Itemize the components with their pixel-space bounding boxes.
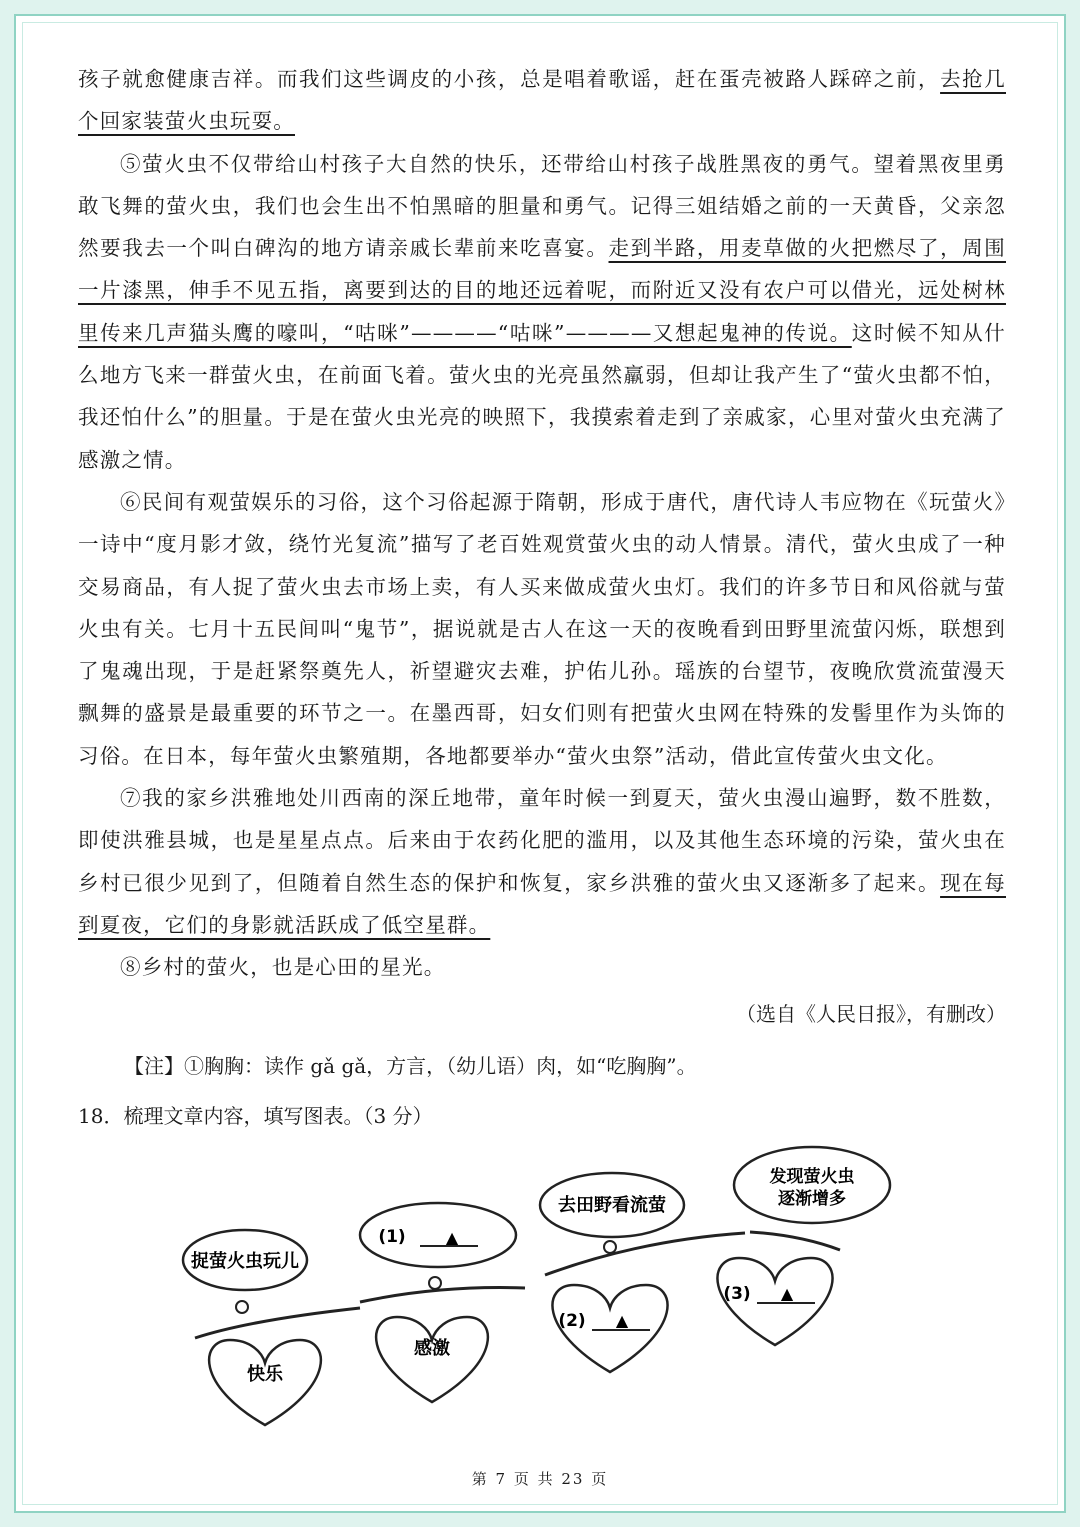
thought-cloud-4 <box>734 1147 890 1223</box>
heart-3 <box>552 1285 667 1372</box>
heart-1 <box>209 1340 321 1425</box>
paragraph-8: ⑧乡村的萤火，也是心田的星光。 <box>120 955 446 980</box>
cloud-3-label: 去田野看流萤 <box>558 1195 666 1216</box>
path-curve-1 <box>195 1308 360 1338</box>
underlined-sentence: 去抢几个回家装萤火虫玩耍。 <box>78 67 1006 134</box>
paragraph-text: 孩子就愈健康吉祥。而我们这些调皮的小孩，总是唱着歌谣，赶在蛋壳被路人踩碎之前， <box>78 67 941 91</box>
firefly-icon <box>236 1301 248 1313</box>
heart-2 <box>376 1317 488 1402</box>
thought-cloud-2 <box>360 1203 516 1267</box>
question-18: 18．梳理文章内容，填写图表。（3 分） <box>78 1103 433 1128</box>
cloud-2-number: (1) <box>378 1227 406 1247</box>
path-curve-3 <box>545 1233 745 1275</box>
article-content <box>78 58 1006 1137</box>
heart-2-label: 感激 <box>414 1338 450 1359</box>
paragraph-5 <box>78 143 1006 481</box>
heart-3-number: (2) <box>558 1311 586 1331</box>
path-curve-2 <box>360 1288 525 1302</box>
heart-4 <box>717 1258 832 1345</box>
cloud-4-label-line-2: 逐渐增多 <box>778 1189 846 1209</box>
heart-4-blank-mark: ▲ <box>780 1284 794 1303</box>
firefly-icon <box>604 1241 616 1253</box>
path-curve-4 <box>750 1232 840 1250</box>
flow-diagram <box>180 1140 900 1440</box>
annotation-note: 【注】①胸胸：读作 gǎ gǎ，方言，（幼儿语）肉，如“吃胸胸”。 <box>124 1053 697 1078</box>
paragraph-text: ⑦我的家乡洪雅地处川西南的深丘地带，童年时候一到夏天，萤火虫漫山遍野，数不胜数，即使洪雅县城，也是星星点点。后来由于农药化肥的滥用，以及其他生态环境的污染，萤火虫在乡村已很少见到了，但随着自然生态的保护和恢复，家乡洪雅的萤火虫又逐渐多了起来。 <box>78 786 1006 895</box>
page-footer: 第 7 页 共 23 页 <box>471 1470 609 1488</box>
thought-cloud-3 <box>540 1173 684 1237</box>
paragraph-4-continued <box>78 58 1006 143</box>
cloud-4-label-line-1: 发现萤火虫 <box>769 1167 855 1187</box>
cloud-2-blank-mark: ▲ <box>445 1228 459 1247</box>
heart-3-blank-mark: ▲ <box>615 1311 629 1330</box>
source-citation: （选自《人民日报》，有删改） <box>736 1001 1006 1026</box>
paragraph-7 <box>78 777 1006 946</box>
heart-1-label: 快乐 <box>247 1364 283 1385</box>
underlined-sentence: 走到半路，用麦草做的火把燃尽了，周围一片漆黑，伸手不见五指，离要到达的目的地还远着呢，而附近又没有农户可以借光，远处树林里传来几声猫头鹰的嚎叫，“咕咪”————“咕咪”————又想起鬼神的传说。 <box>78 236 1006 345</box>
paragraph-6: ⑥民间有观萤娱乐的习俗，这个习俗起源于隋朝，形成于唐代，唐代诗人韦应物在《玩萤火》一诗中“度月影才敛，绕竹光复流”描写了老百姓观赏萤火虫的动人情景。清代，萤火虫成了一种交易商品，有人捉了萤火虫去市场上卖，有人买来做成萤火虫灯。我们的许多节日和风俗就与萤火虫有关。七月十五民间叫“鬼节”，据说就是古人在这一天的夜晚看到田野里流萤闪烁，联想到了鬼魂出现，于是赶紧祭奠先人，祈望避灾去难，护佑儿孙。瑶族的台望节，夜晚欣赏流萤漫天飘舞的盛景是最重要的环节之一。在墨西哥，妇女们则有把萤火虫网在特殊的发髻里作为头饰的习俗。在日本，每年萤火虫繁殖期，各地都要举办“萤火虫祭”活动，借此宣传萤火虫文化。 <box>78 489 1006 768</box>
cloud-1-label: 捉萤火虫玩儿 <box>191 1251 299 1272</box>
paragraph-text: ⑤萤火虫不仅带给山村孩子大自然的快乐，还带给山村孩子战胜黑夜的勇气。望着黑夜里勇敢飞舞的萤火虫，我们也会生出不怕黑暗的胆量和勇气。记得三姐结婚之前的一天黄昏，父亲忽然要我去一个叫白碑沟的地方请亲戚长辈前来吃喜宴。 <box>78 151 1006 261</box>
underlined-sentence: 现在每到夏夜，它们的身影就活跃成了低空星群。 <box>78 870 1006 937</box>
firefly-icon <box>429 1277 441 1289</box>
thought-cloud-1 <box>183 1230 307 1290</box>
heart-4-number: (3) <box>723 1284 751 1304</box>
paragraph-text: 这时候不知从什么地方飞来一群萤火虫，在前面飞着。萤火虫的光亮虽然羸弱，但却让我产生了“萤火虫都不怕，我还怕什么”的胆量。于是在萤火虫光亮的映照下，我摸索着走到了亲戚家，心里对萤火虫充满了感激之情。 <box>78 320 1006 472</box>
